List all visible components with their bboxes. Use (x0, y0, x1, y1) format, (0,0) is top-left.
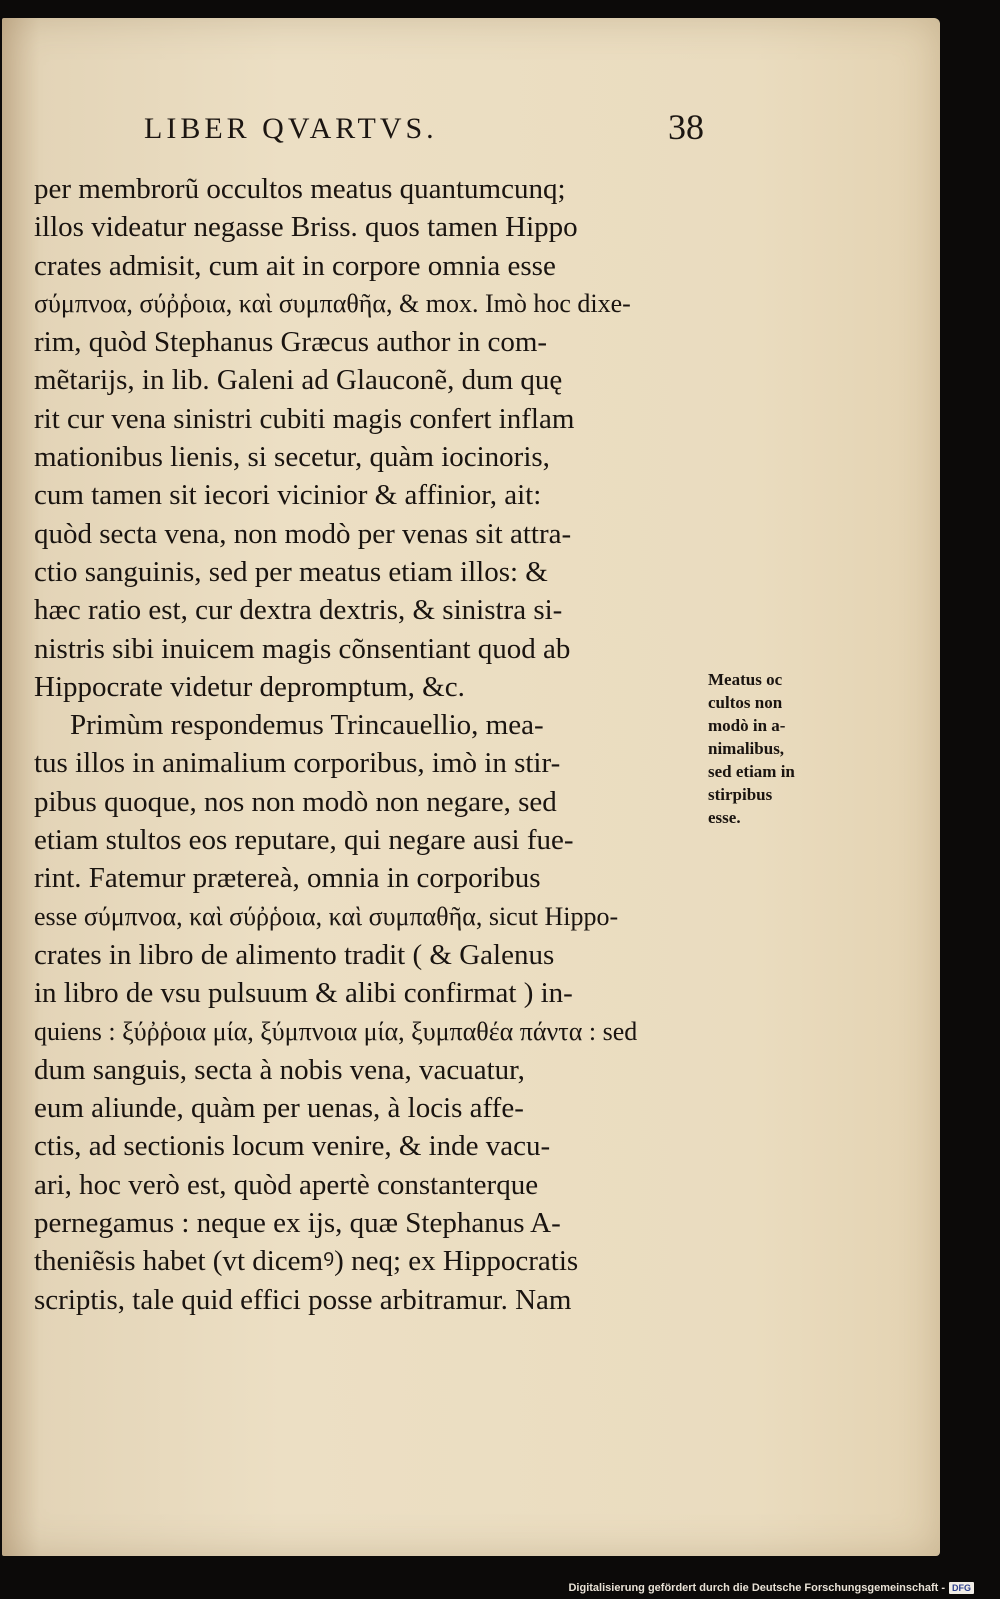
text-line: dum sanguis, secta à nobis vena, vacuatur, (34, 1053, 525, 1086)
running-head (144, 106, 704, 152)
text-line: pibus quoque, nos non modò non negare, sed (34, 785, 557, 818)
text-line: σύμπνοα, σύῤῥοια, καὶ συμπαθῆα, & mox. Imò hoc dixe- (34, 288, 631, 318)
text-line: rit cur vena sinistri cubiti magis confert inflam (34, 402, 575, 435)
text-line: in libro de vsu pulsuum & alibi confirmat ) in- (34, 977, 573, 1010)
text-line: Primùm respondemus Trincauellio, mea- (70, 709, 544, 742)
digitization-credit (568, 1581, 974, 1595)
text-line: esse σύμπνοα, καὶ σύῤῥοια, καὶ συμπαθῆα, sicut Hippo- (34, 901, 619, 931)
text-line: pernegamus : neque ex ijs, quæ Stephanus A- (34, 1207, 561, 1240)
running-head-title: LIBER QVARTVS. (144, 112, 438, 145)
text-line: scriptis, tale quid effici posse arbitramur. Nam (34, 1283, 572, 1316)
text-line: nistris sibi inuicem magis cõnsentiant quod ab (34, 632, 571, 665)
text-line: crates admisit, cum ait in corpore omnia esse (34, 249, 556, 282)
text-line: ari, hoc verò est, quòd apertè constanterque (34, 1168, 539, 1201)
margin-note-line: sed etiam in (708, 762, 795, 781)
body-text (34, 170, 702, 1319)
margin-note (708, 668, 838, 829)
text-line: hæc ratio est, cur dextra dextris, & sinistra si- (34, 594, 563, 627)
page-number: 38 (668, 107, 704, 147)
text-line: quòd secta vena, non modò per venas sit attra- (34, 517, 572, 550)
text-line: mationibus lienis, si secetur, quàm iocinoris, (34, 441, 550, 474)
text-line: eum aliunde, quàm per uenas, à locis affe- (34, 1092, 524, 1125)
text-line: ctio sanguinis, sed per meatus etiam illos: & (34, 555, 548, 588)
text-line: etiam stultos eos reputare, qui negare ausi fue- (34, 824, 574, 857)
book-page (2, 18, 940, 1556)
text-line: rim, quòd Stephanus Græcus author in com- (34, 326, 548, 359)
dfg-logo: DFG (949, 1582, 974, 1594)
margin-note-line: nimalibus, (708, 739, 785, 758)
text-line: rint. Fatemur prætereà, omnia in corporibus (34, 862, 541, 895)
margin-note-line: modò in a- (708, 716, 786, 735)
text-line: cum tamen sit iecori vicinior & affinior, ait: (34, 479, 542, 512)
text-line: tus illos in animalium corporibus, imò in stir- (34, 747, 561, 780)
text-line: per membrorũ occultos meatus quantumcunq; (34, 173, 566, 205)
text-line: Hippocrate videtur depromptum, &c. (34, 670, 465, 703)
text-line: ctis, ad sectionis locum venire, & inde vacu- (34, 1130, 551, 1163)
text-line: quiens : ξύῤῥοια μία, ξύμπνοια μία, ξυμπαθέα πάντα : sed (34, 1016, 638, 1046)
margin-note-line: Meatus oc (708, 670, 783, 689)
text-line: theniẽsis habet (vt dicemꝰ) neq; ex Hippocratis (34, 1245, 579, 1278)
credit-text: Digitalisierung gefördert durch die Deutsche Forschungsgemeinschaft - (568, 1582, 945, 1594)
text-line: illos videatur negasse Briss. quos tamen Hippo (34, 211, 578, 244)
text-line: mẽtarijs, in lib. Galeni ad Glauconẽ, dum quę (34, 364, 563, 397)
margin-note-line: stirpibus (708, 785, 773, 804)
text-line: crates in libro de alimento tradit ( & Galenus (34, 938, 555, 971)
margin-note-line: cultos non (708, 693, 783, 712)
margin-note-line: esse. (708, 808, 741, 827)
